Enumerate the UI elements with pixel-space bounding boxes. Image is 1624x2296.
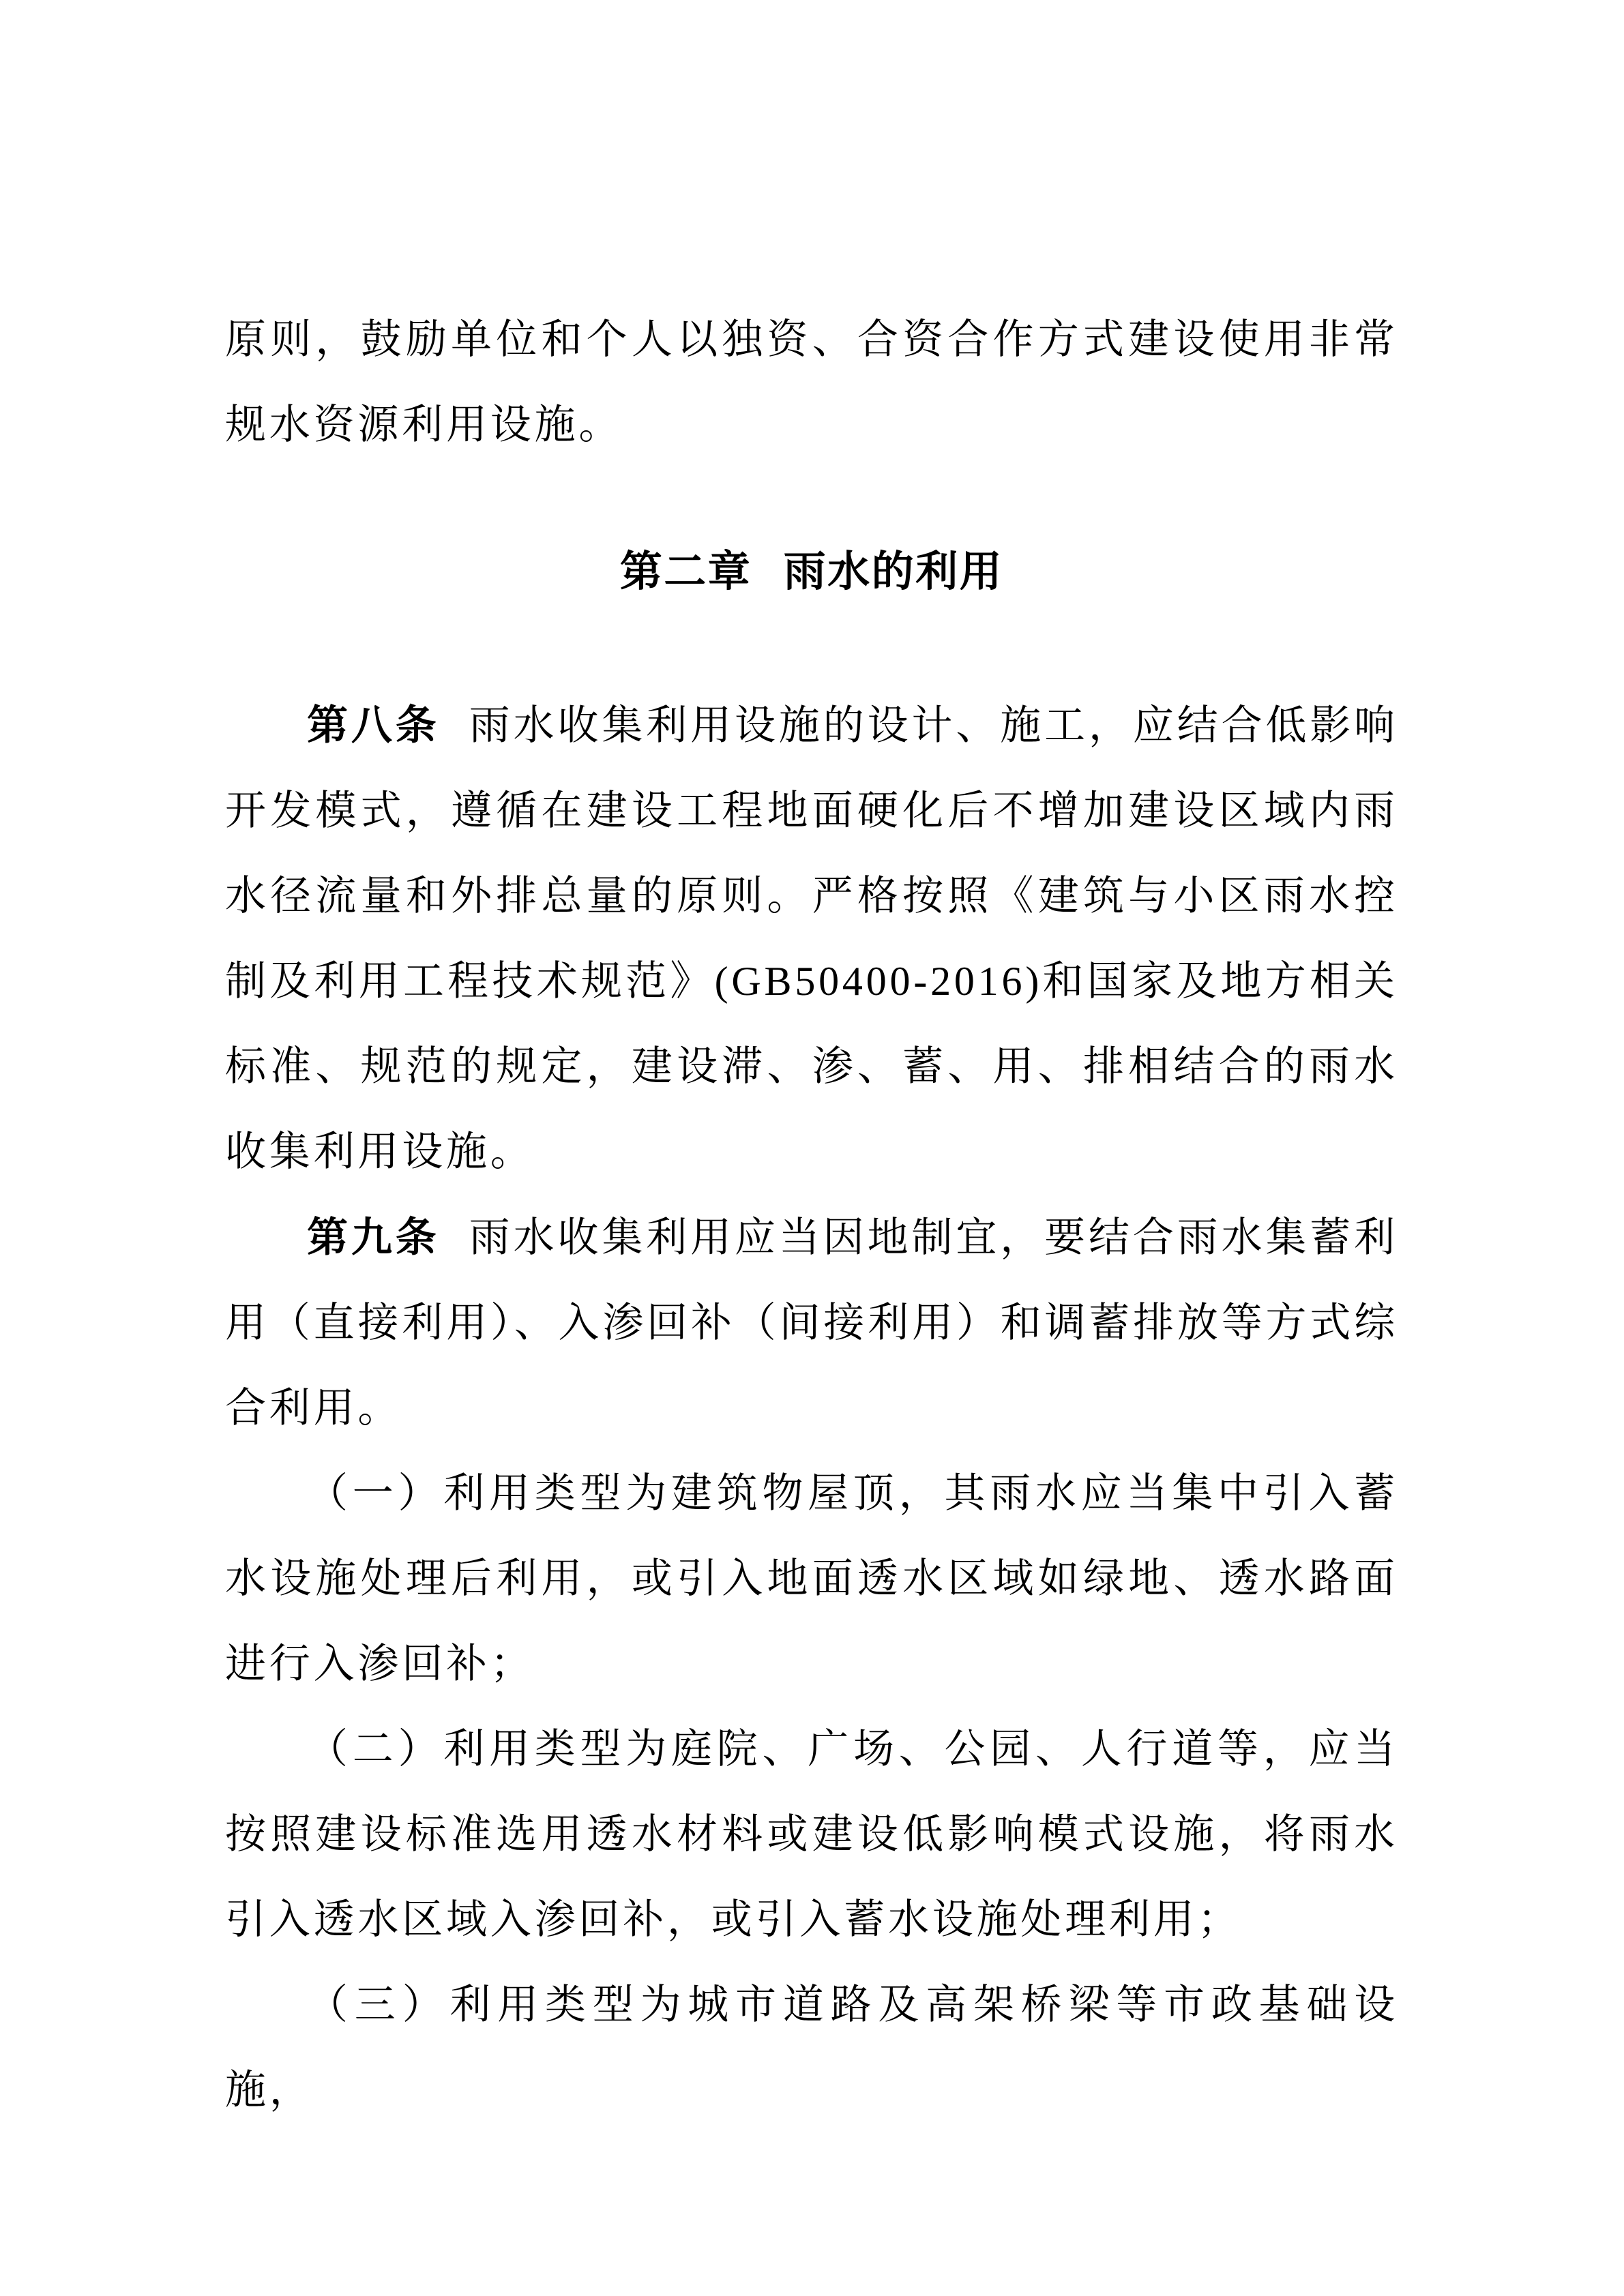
article-9-text: 雨水收集利用应当因地制宜，要结合雨水集蓄利用（直接利用）、入渗回补（间接利用）和调蓄排放等方式综合利用。	[225, 1215, 1398, 1431]
list-item-1: （一）利用类型为建筑物屋顶，其雨水应当集中引入蓄水设施处理后利用，或引入地面透水区域如绿地、透水路面进行入渗回补；	[225, 1471, 1398, 1686]
chapter-heading	[225, 529, 1398, 614]
chapter-title: 雨水的利用	[783, 548, 1004, 595]
article-9-label: 第九条	[307, 1214, 440, 1260]
chapter-number: 第二章	[619, 548, 752, 595]
article-8-text: 雨水收集利用设施的设计、施工，应结合低影响开发模式，遵循在建设工程地面硬化后不增加建设区域内雨水径流量和外排总量的原则。严格按照《建筑与小区雨水控制及利用工程技术规范》(GB50400-2016)和国家及地方相关标准、规范的规定，建设滞、渗、蓄、用、排相结合的雨水收集利用设施。	[225, 703, 1398, 1174]
article-8-label: 第八条	[307, 702, 440, 748]
paragraph-continuation: 原则，鼓励单位和个人以独资、合资合作方式建设使用非常规水资源利用设施。	[225, 317, 1398, 447]
list-item-2: （二）利用类型为庭院、广场、公园、人行道等，应当按照建设标准选用透水材料或建设低影响模式设施，将雨水引入透水区域入渗回补，或引入蓄水设施处理利用；	[225, 1727, 1398, 1942]
article-8-paragraph	[225, 683, 1398, 1195]
list-item-3: （三）利用类型为城市道路及高架桥梁等市政基础设施，	[225, 1982, 1398, 2113]
article-9-paragraph	[225, 1195, 1398, 1451]
